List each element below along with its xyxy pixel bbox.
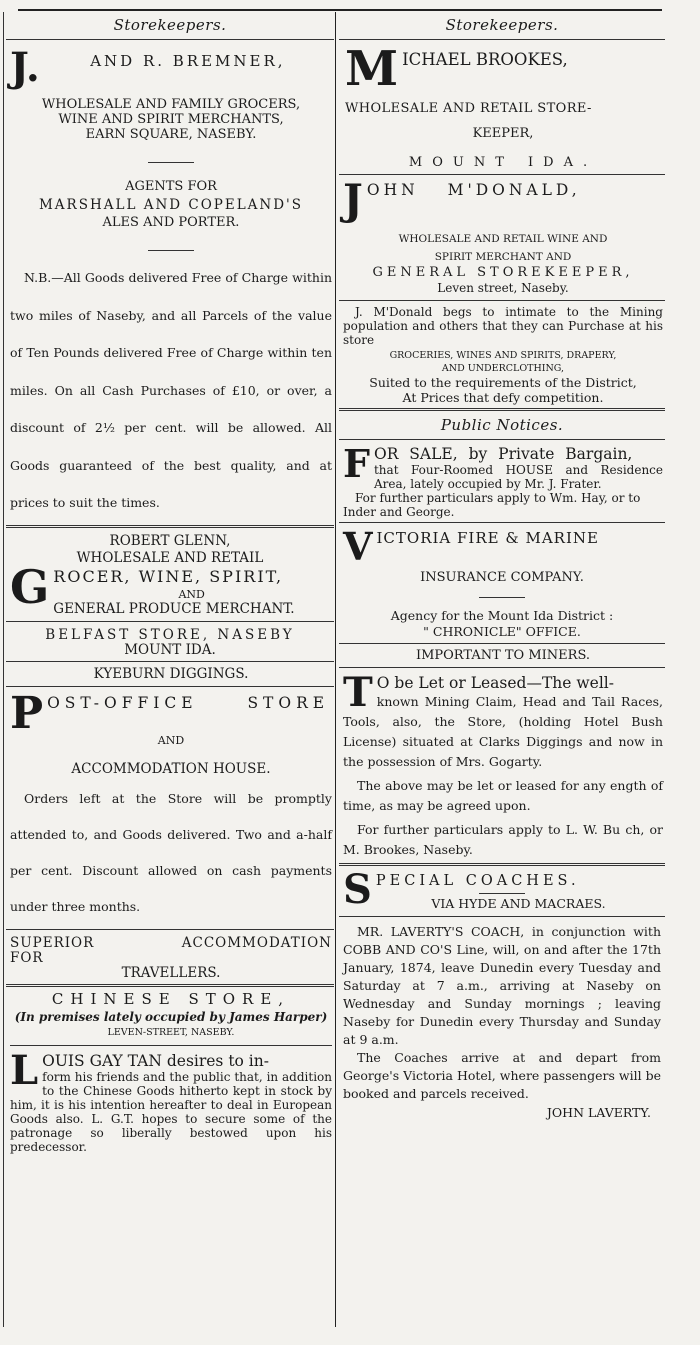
for-sale-advert — [339, 443, 665, 519]
kyeburn-advert — [6, 665, 334, 981]
advert-further: For further particulars apply to Wm. Hay, or to Inder and George. — [343, 491, 641, 519]
advert-title: OHN M'DONALD, — [366, 181, 581, 199]
drop-cap: F — [343, 441, 370, 486]
advert-line: SPIRIT MERCHANT AND — [434, 251, 572, 263]
advert-line: VIA HYDE AND MACRAES. — [431, 896, 606, 911]
kyeburn-paragraph: Orders left at the Store will be promptly attended to, and Goods delivered. Two and a-half per cent. Discount allowed on cash payments under three months. — [10, 790, 332, 914]
short-divider — [148, 162, 194, 163]
divider — [339, 522, 665, 523]
agents-line: ALES AND PORTER. — [102, 215, 240, 230]
coaches-advert — [339, 866, 665, 1120]
advert-lead: O be Let or Leased—The well- — [376, 674, 614, 692]
advert-line: " CHRONICLE" OFFICE. — [423, 624, 581, 639]
advert-line: SUPERIOR ACCOMMODATION FOR — [10, 934, 332, 966]
advert-heading: KYEBURN DIGGINGS. — [93, 665, 249, 682]
advert-street: LEVEN-STREET, NASEBY. — [107, 1026, 235, 1038]
victoria-advert — [339, 526, 665, 640]
advert-line: WHOLESALE AND RETAIL STORE- — [345, 101, 592, 116]
drop-cap: L — [10, 1046, 39, 1094]
advert-title: PECIAL COACHES. — [375, 873, 580, 889]
advert-body: J. M'Donald begs to intimate to the Mining population and others that they can Purchase at his store — [343, 305, 663, 347]
advert-title: ICTORIA FIRE & MARINE — [376, 529, 599, 547]
advert-line: Suited to the requirements of the District, — [369, 375, 637, 390]
section-header-public-notices: Public Notices. — [440, 416, 564, 434]
right-column — [339, 12, 665, 1331]
advert-title: OST-OFFICE STORE — [47, 693, 330, 712]
advert-and: AND — [178, 587, 205, 601]
divider — [339, 300, 665, 301]
nb-paragraph: N.B.—All Goods delivered Free of Charge within two miles of Naseby, and all Parcels of the value of Ten Pounds delivered Free of Charge within ten miles. On all Cash Purchases of £10, or over, a discount of 2½ per cent. will be allowed. All Goods guaranteed of the best quality, and at prices to suit the times. — [10, 270, 332, 510]
drop-cap: P — [10, 687, 44, 739]
drop-cap: J — [343, 175, 363, 224]
left-column — [6, 12, 334, 1331]
short-divider — [479, 597, 525, 598]
advert-line: AND UNDERCLOTHING, — [441, 363, 565, 374]
advert-lead: OR SALE, by Private Bargain, — [373, 445, 633, 463]
advert-title: ICHAEL BROOKES, — [402, 50, 568, 69]
drop-cap: T — [343, 669, 373, 716]
agents-line: AGENTS FOR — [125, 179, 217, 194]
advert-body: that Four-Roomed HOUSE and Residence Area, lately occupied by Mr. J. Frater. — [373, 463, 663, 491]
divider — [6, 525, 334, 528]
glenn-advert — [6, 531, 334, 658]
advert-title: ROCER, WINE, SPIRIT, — [53, 566, 284, 586]
divider — [339, 863, 665, 866]
advert-paragraph: The above may be let or leased for any ength of time, as may be agreed upon. — [343, 778, 663, 813]
advert-body: known Mining Claim, Head and Tail Races, Tools, also, the Store, (holding Hotel Bush License) situated at Clarks Diggings and now in the possession of Mrs. Gogarty. — [343, 694, 663, 769]
divider — [6, 621, 334, 622]
advert-line: Agency for the Mount Ida District : — [390, 608, 614, 623]
divider — [339, 439, 665, 440]
advert-paragraph: For further particulars apply to L. W. Bu ch, or M. Brookes, Naseby. — [343, 822, 663, 857]
advert-line: KEEPER, — [472, 126, 534, 141]
divider — [339, 408, 665, 411]
advert-line: At Prices that defy competition. — [402, 390, 604, 405]
divider — [339, 174, 665, 175]
divider — [6, 39, 334, 40]
short-divider — [148, 250, 194, 251]
agents-line: MARSHALL AND COPELAND'S — [38, 197, 304, 213]
drop-cap: S — [343, 866, 372, 913]
advert-line: TRAVELLERS. — [121, 964, 221, 981]
divider — [339, 643, 665, 644]
advert-line: WINE AND SPIRIT MERCHANTS, — [58, 112, 284, 127]
advert-line: GENERAL PRODUCE MERCHANT. — [53, 600, 295, 617]
advert-body: form his friends and the public that, in addition to the Chinese Goods hitherto kept in stock by him, it is his intention hereafter to deal in European Goods also. L. G.T. hopes to secure some of the patronage so liberally bestowed upon his predecessor. — [10, 1069, 332, 1154]
left-edge-rule — [3, 12, 4, 1327]
advert-line: INSURANCE COMPANY. — [420, 570, 584, 585]
advert-lead: OUIS GAY TAN desires to in- — [42, 1051, 269, 1070]
advert-title: CHINESE STORE, — [51, 989, 291, 1008]
divider — [6, 984, 334, 987]
advert-line: GROCERIES, WINES AND SPIRITS, DRAPERY, — [389, 350, 617, 361]
advert-and: AND — [157, 733, 185, 747]
advert-paragraph: The Coaches arrive at and depart from George's Victoria Hotel, where passengers will be booked and parcels received. — [343, 1050, 661, 1101]
chinese-store-advert — [6, 990, 334, 1154]
miners-advert — [339, 647, 665, 860]
advert-sub: ACCOMMODATION HOUSE. — [71, 760, 271, 777]
drop-cap: J. — [10, 44, 40, 91]
advert-line: BELFAST STORE, NASEBY — [45, 626, 295, 643]
divider — [339, 39, 665, 40]
advert-line: WHOLESALE AND RETAIL — [76, 549, 264, 566]
divider — [10, 1045, 332, 1046]
brookes-advert — [339, 43, 665, 171]
divider — [6, 661, 334, 662]
advert-subtitle: (In premises lately occupied by James Harper) — [14, 1009, 328, 1024]
advert-signature: JOHN LAVERTY. — [546, 1105, 651, 1120]
advert-name: ROBERT GLENN, — [109, 532, 231, 549]
advert-line: EARN SQUARE, NASEBY. — [85, 127, 257, 142]
divider — [339, 667, 665, 668]
short-divider — [479, 893, 525, 894]
advert-line: WHOLESALE AND FAMILY GROCERS, — [41, 97, 301, 112]
advert-line: GENERAL STOREKEEPER, — [372, 265, 634, 280]
column-divider — [335, 12, 336, 1327]
section-header-storekeepers: Storekeepers. — [113, 16, 227, 34]
divider — [6, 686, 334, 687]
advert-line: MOUNT IDA. — [124, 641, 216, 658]
advert-line: WHOLESALE AND RETAIL WINE AND — [398, 233, 608, 245]
top-rule — [18, 9, 662, 11]
drop-cap: M — [345, 41, 399, 97]
mcdonald-advert — [339, 175, 665, 405]
advert-line: MOUNT IDA. — [408, 155, 598, 170]
bremner-advert — [6, 43, 334, 522]
advert-line: Leven street, Naseby. — [437, 281, 569, 295]
section-header-storekeepers: Storekeepers. — [445, 16, 559, 34]
divider — [339, 916, 665, 917]
advert-title: AND R. BREMNER, — [90, 52, 286, 70]
advert-body: MR. LAVERTY'S COACH, in conjunction with COBB AND CO'S Line, will, on and after the 17th January, 1874, leave Dunedin every Tuesday and Saturday at 7 a.m., arriving at Naseby on Wednesday and Sunday mornings ; leaving Naseby for Dunedin every Thursday and Sunday at 9 a.m. — [343, 924, 661, 1047]
advert-heading: IMPORTANT TO MINERS. — [415, 648, 591, 663]
drop-cap: G — [10, 559, 50, 614]
divider — [6, 929, 334, 930]
drop-cap: V — [343, 524, 373, 569]
